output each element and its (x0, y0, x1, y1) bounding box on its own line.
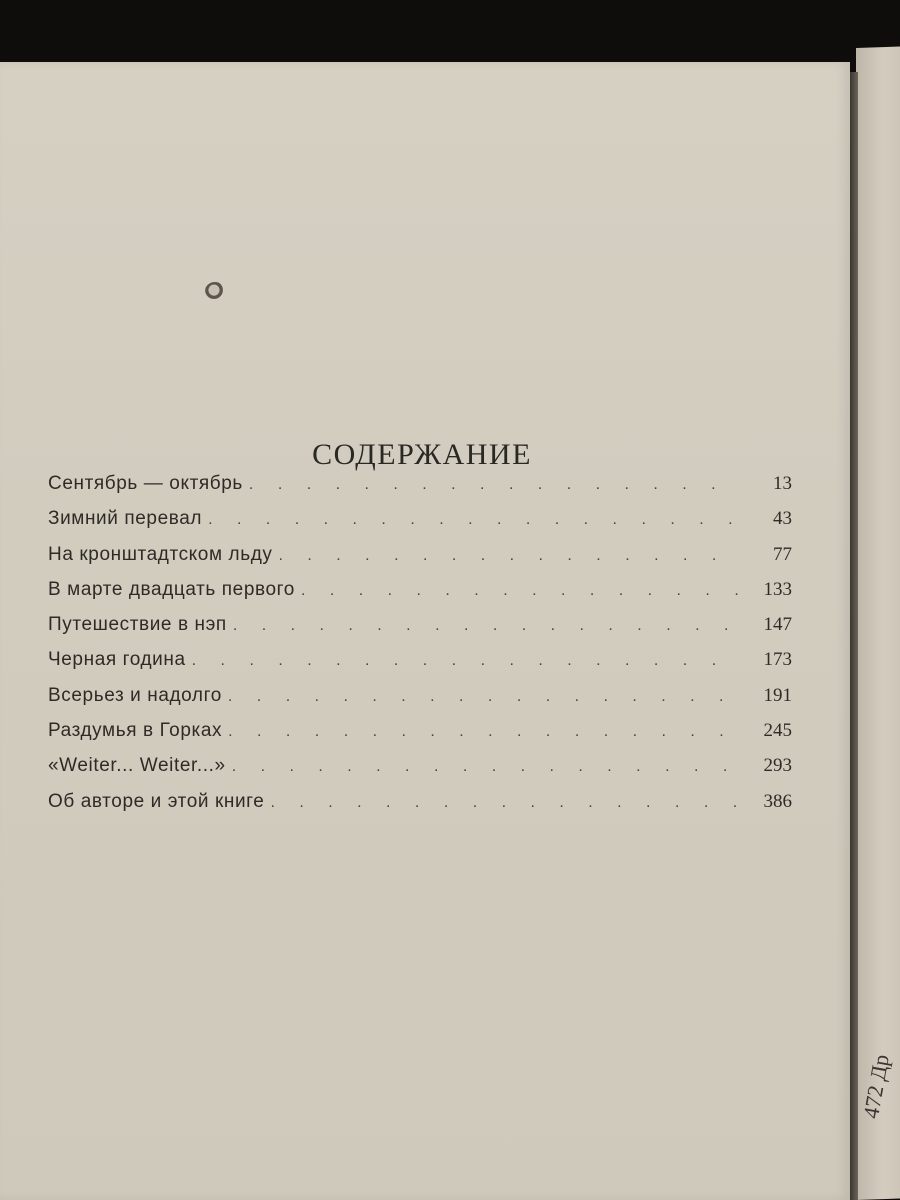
toc-entry-page: 77 (773, 543, 792, 565)
toc-leader-dots (279, 547, 741, 565)
toc-entry-title: Сентябрь — октябрь (48, 473, 243, 494)
toc-entry-page: 293 (763, 755, 792, 777)
table-of-contents (48, 473, 792, 826)
toc-leader-dots (208, 511, 740, 529)
toc-leader-dots (228, 723, 740, 741)
toc-leader-dots (232, 758, 740, 776)
toc-entry-title: Путешествие в нэп (48, 614, 227, 636)
toc-entry-title: Черная година (48, 649, 186, 671)
toc-entry-page: 245 (763, 720, 792, 742)
toc-entry-page: 191 (763, 684, 792, 706)
toc-entry (48, 649, 792, 684)
toc-entry-page: 133 (763, 578, 792, 600)
toc-entry (48, 685, 792, 720)
toc-entry (48, 473, 792, 508)
toc-entry-page: 386 (763, 790, 792, 812)
adjacent-page (856, 46, 900, 1200)
toc-entry (48, 720, 792, 755)
toc-leader-dots (249, 476, 740, 494)
toc-leader-dots (228, 688, 740, 706)
toc-entry-title: Всерьез и надолго (48, 684, 222, 706)
toc-leader-dots (301, 582, 740, 600)
toc-entry (48, 755, 792, 790)
toc-entry-title: В марте двадцать первого (48, 578, 295, 600)
toc-entry-title: Раздумья в Горках (48, 720, 223, 742)
toc-entry-title: «Weiter... Weiter...» (48, 755, 226, 777)
adjacent-page-text: 472 Др (858, 1052, 894, 1121)
paper-speck (205, 282, 225, 300)
toc-entry (48, 579, 792, 614)
toc-entry (48, 791, 792, 826)
toc-entry (48, 614, 792, 649)
toc-entry-page: 173 (763, 649, 792, 671)
toc-heading: СОДЕРЖАНИЕ (312, 438, 532, 471)
toc-leader-dots (192, 652, 740, 670)
toc-entry-title: Зимний перевал (48, 508, 203, 530)
toc-leader-dots (233, 617, 740, 635)
toc-entry-title: Об авторе и этой книге (48, 790, 265, 812)
toc-entry-page: 13 (773, 473, 792, 494)
toc-entry-page: 43 (773, 508, 792, 530)
toc-leader-dots (270, 794, 740, 812)
toc-entry-title: На кронштадтском льду (48, 543, 273, 565)
page-edge (850, 72, 858, 1200)
toc-entry (48, 508, 792, 543)
toc-entry-page: 147 (763, 614, 792, 636)
toc-entry (48, 544, 792, 579)
